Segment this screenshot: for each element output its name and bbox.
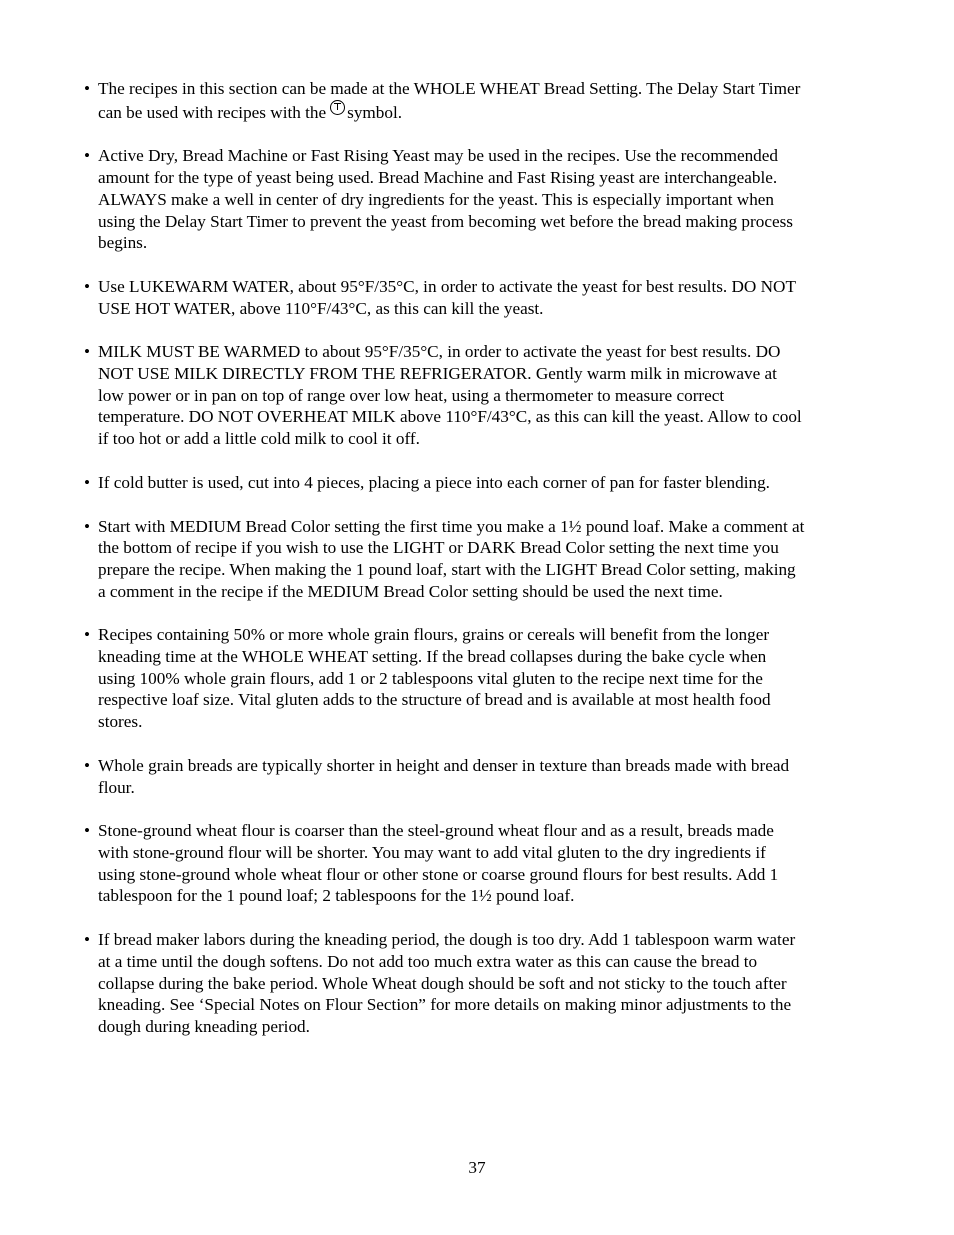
bullet-item [84,516,874,603]
bullet-line: using 100% whole grain flours, add 1 or 2 tablespoons vital gluten to the recipe next time for the [98,668,763,688]
bullet-line: stores. [98,712,143,732]
bullet-line: If bread maker labors during the kneading period, the dough is too dry. Add 1 tablespoon warm water [98,930,796,950]
bullet-dot: • [84,516,91,536]
bullet-line: at a time until the dough softens. Do not add too much extra water as this can cause the bread to [98,951,758,971]
bullet-line: Recipes containing 50% or more whole grain flours, grains or cereals will benefit from the longer [98,625,770,645]
bullet-dot: • [84,755,91,775]
bullet-line: if too hot or add a little cold milk to cool it off. [98,429,420,449]
bullet-dot: • [84,79,91,98]
bullet-line: NOT USE MILK DIRECTLY FROM THE REFRIGERATOR. Gently warm milk in microwave at [98,364,777,384]
bullet-line: a comment in the recipe if the MEDIUM Bread Color setting should be used the next time. [98,581,723,601]
bullet-dot: • [84,472,91,492]
bullet-dot: • [84,146,91,166]
bullet-line-suffix: symbol. [347,102,403,122]
bullet-line: Whole grain breads are typically shorter in height and denser in texture than breads made with bread [98,755,790,775]
bullet-item [84,820,874,907]
bullet-line: using stone-ground whole wheat flour or other stone or coarse ground flours for best results. Add 1 [98,864,779,884]
bullet-line: flour. [98,777,135,797]
bullet-line: USE HOT WATER, above 110°F/43°C, as this can kill the yeast. [98,298,544,318]
bullet-item [84,755,874,798]
bullet-line: the bottom of recipe if you wish to use the LIGHT or DARK Bread Color setting the next time you [98,538,779,558]
bullet-dot: • [84,625,91,645]
bullet-line-with-icon [98,100,874,124]
bullet-dot: • [84,821,91,841]
bullet-line: low power or in pan on top of range over low heat, using a thermometer to measure correct [98,385,725,405]
bullet-line: begins. [98,233,148,253]
delay-timer-symbol-icon [330,100,345,115]
bullet-item [84,276,874,319]
bullet-line: Use LUKEWARM WATER, about 95°F/35°C, in order to activate the yeast for best results. DO NOT [98,276,796,296]
bullet-item [84,624,874,733]
bullet-line: collapse during the bake period. Whole Wheat dough should be soft and not sticky to the touch after [98,973,787,993]
bullet-dot: • [84,342,91,362]
bullet-line: Active Dry, Bread Machine or Fast Rising Yeast may be used in the recipes. Use the recommended [98,146,779,166]
bullet-item [84,472,874,494]
bullet-line: temperature. DO NOT OVERHEAT MILK above 110°F/43°C, as this can kill the yeast. Allow to cool [98,407,802,427]
bullet-line: MILK MUST BE WARMED to about 95°F/35°C, in order to activate the yeast for best results. DO [98,342,781,362]
bullet-line: prepare the recipe. When making the 1 pound loaf, start with the LIGHT Bread Color setting, making [98,559,796,579]
tips-bullet-list [84,78,874,1060]
bullet-dot: • [84,276,91,296]
bullet-line: If cold butter is used, cut into 4 pieces, placing a piece into each corner of pan for faster blending. [98,472,770,492]
bullet-line: amount for the type of yeast being used. Bread Machine and Fast Rising yeast are interchangeable. [98,168,778,188]
bullet-dot: • [84,930,91,950]
bullet-line: with stone-ground flour will be shorter. You may want to add vital gluten to the dry ingredients if [98,842,766,862]
bullet-line: tablespoon for the 1 pound loaf; 2 tablespoons for the 1½ pound loaf. [98,886,575,906]
bullet-line: Start with MEDIUM Bread Color setting the first time you make a 1½ pound loaf. Make a comment at [98,516,805,536]
bullet-line: kneading time at the WHOLE WHEAT setting. If the bread collapses during the bake cycle when [98,647,767,667]
bullet-line: ALWAYS make a well in center of dry ingredients for the yeast. This is especially important when [98,189,775,209]
bullet-line: dough during kneading period. [98,1016,310,1036]
bullet-item [84,145,874,254]
bullet-item [84,341,874,450]
bullet-line: kneading. See ‘Special Notes on Flour Section” for more details on making minor adjustments to the [98,995,792,1015]
bullet-line-text: can be used with recipes with the [98,102,327,122]
bullet-line: The recipes in this section can be made at the WHOLE WHEAT Bread Setting. The Delay Start Timer [98,79,801,98]
bullet-item [84,929,874,1038]
bullet-line: respective loaf size. Vital gluten adds to the structure of bread and is available at most health food [98,690,771,710]
bullet-item [84,78,874,123]
bullet-line: Stone-ground wheat flour is coarser than the steel-ground wheat flour and as a result, breads made [98,821,774,841]
page-number: 37 [468,1158,486,1177]
bullet-line: using the Delay Start Timer to prevent the yeast from becoming wet before the bread making process [98,211,793,231]
